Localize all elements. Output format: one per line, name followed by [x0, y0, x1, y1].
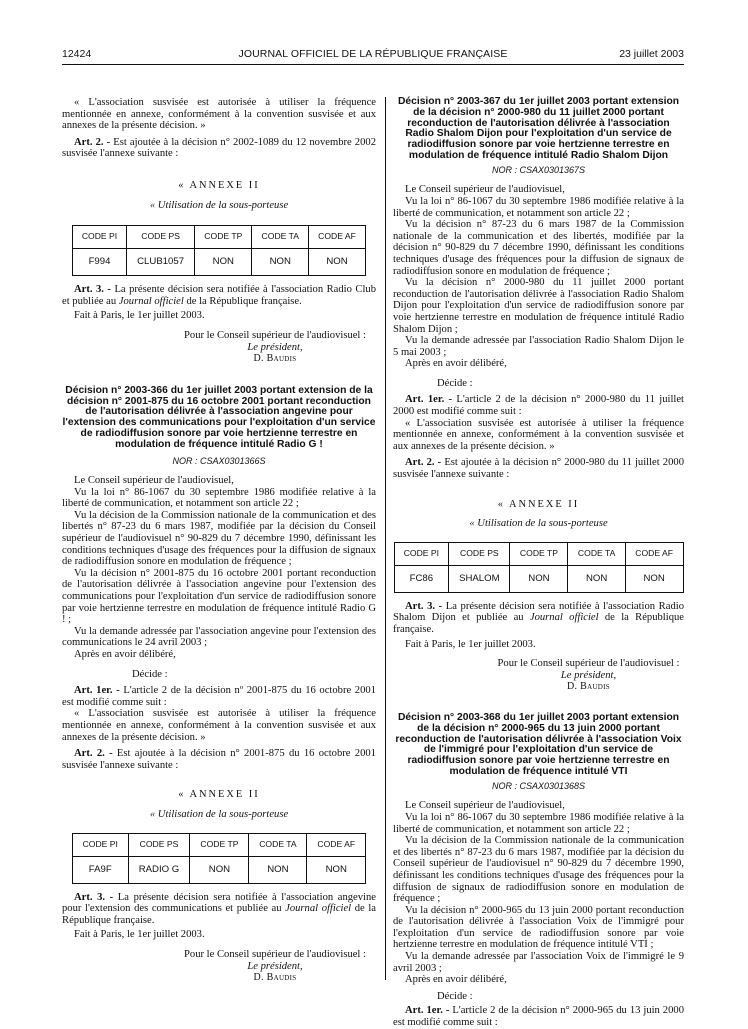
signature-role: Le président,: [247, 341, 303, 353]
right-column: [393, 97, 684, 1029]
table-header: CODE PS: [127, 226, 195, 249]
paragraph: Vu la loi n° 86-1067 du 30 septembre 1986 modifiée relative à la liberté de communication, et notamment son article 22 ;: [393, 811, 684, 835]
paragraph: Après en avoir délibéré,: [405, 974, 507, 986]
table-cell: NON: [252, 249, 309, 276]
table-header: CODE TP: [510, 542, 568, 565]
table-cell: FC86: [394, 565, 449, 592]
paragraph: Après en avoir délibéré,: [74, 649, 176, 660]
paragraph: « L'association susvisée est autorisée à utiliser la fréquence mentionnée en annexe, conformément à la convention susvisée et aux annexes de la présente décision. »: [62, 97, 376, 132]
signature-name: D. Baudis: [567, 681, 610, 693]
table-cell: NON: [309, 249, 366, 276]
paragraph: Le Conseil supérieur de l'audiovisuel,: [405, 800, 565, 812]
table-header: CODE TP: [195, 226, 252, 249]
paragraph: Vu la décision n° 2000-965 du 13 juin 2000 portant reconduction de l'autorisation délivrée à l'association Voix de l'immigré pour l'exploitation d'un service de radiodiffusion sonore par voie hertzienne terrestre en modulation de fréquence intitulé VTI ;: [393, 904, 684, 951]
annexe-title: « ANNEXE II: [497, 498, 580, 510]
paragraph: Vu la demande adressée par l'association angevine pour l'extension des communications le 24 avril 2003 ;: [62, 625, 376, 649]
article-3: Art. 3. - La présente décision sera notifiée à l'association Radio Shalom Dijon et publiée au Journal officiel de la République française.: [393, 600, 684, 635]
article-3: Art. 3. - La présente décision sera notifiée à l'association angevine pour l'extension des communications et publiée au Journal officiel de la République française.: [62, 891, 376, 926]
article-1: Art. 1er. - L'article 2 de la décision n° 2000-980 du 11 juillet 2000 est modifié comme suit :: [393, 394, 684, 418]
table-cell: F994: [73, 249, 127, 276]
page-header: [62, 48, 684, 64]
paragraph: Vu la décision n° 87-23 du 6 mars 1987 de la Commission nationale de la communication et des libertés, modifiée par la décision n° 90-829 du 7 décembre 1990, définissant les conditions techniques d'usage des fréquences pour la diffusion de signaux de radiodiffusion sonore en modulation de fréquence ;: [393, 219, 684, 277]
page-number: 12424: [62, 48, 92, 60]
signature-pour: Pour le Conseil supérieur de l'audiovisuel :: [184, 329, 366, 341]
table-header: CODE PI: [394, 542, 449, 565]
decide-label: Décide :: [132, 668, 168, 680]
article-2: Art. 2. - Est ajoutée à la décision n° 2002-1089 du 12 novembre 2002 susvisée l'annexe suivante :: [62, 136, 376, 160]
decision-title: Décision n° 2003-366 du 1er juillet 2003 portant extension de la décision n° 2001-875 du 16 octobre 2001 portant reconduction de l'autorisation délivrée à l'association angevine pour l'extension des communications pour l'exploitation d'un service de radiodiffusion sonore par voie hertzienne terrestre en modulation de fréquence intitulé Radio G !: [62, 384, 376, 450]
fait-a-paris: Fait à Paris, le 1er juillet 2003.: [74, 929, 205, 941]
paragraph: Vu la demande adressée par l'association Radio Shalom Dijon le 5 mai 2003 ;: [393, 335, 684, 358]
annexe-usage: « Utilisation de la sous-porteuse: [469, 518, 608, 530]
signature-role: Le président,: [560, 669, 617, 681]
table-cell: SHALOM: [449, 565, 510, 592]
table-header: CODE AF: [625, 542, 683, 565]
table-cell: CLUB1057: [127, 249, 195, 276]
fait-a-paris: Fait à Paris, le 1er juillet 2003.: [74, 310, 205, 322]
signature-role: Le président,: [247, 960, 303, 972]
table-cell: FA9F: [73, 856, 129, 883]
paragraph: Le Conseil supérieur de l'audiovisuel,: [405, 184, 565, 196]
fait-a-paris: Fait à Paris, le 1er juillet 2003.: [405, 638, 536, 650]
signature-pour: Pour le Conseil supérieur de l'audiovisuel :: [184, 948, 366, 960]
signature-name: D. Baudis: [253, 972, 297, 984]
paragraph: Vu la décision n° 2000-980 du 11 juillet 2000 portant reconduction de l'autorisation délivrée à l'association Radio Shalom Dijon pour l'exploitation d'un service de radiodiffusion sonore par voie hertzienne terrestre en modulation de fréquence intitulé Radio Shalom Dijon ;: [393, 277, 684, 335]
table-header: CODE PS: [449, 542, 510, 565]
nor-reference: NOR : CSAX0301368S: [491, 780, 586, 791]
decide-label: Décide :: [437, 377, 473, 389]
annexe-usage: « Utilisation de la sous-porteuse: [149, 199, 289, 211]
table-cell: NON: [307, 856, 366, 883]
paragraph: Le Conseil supérieur de l'audiovisuel,: [74, 475, 234, 487]
decide-label: Décide :: [437, 990, 473, 1002]
table-cell: NON: [510, 565, 568, 592]
issue-date: 23 juillet 2003: [619, 48, 684, 60]
paragraph: Après en avoir délibéré,: [405, 358, 507, 370]
decision-title: Décision n° 2003-367 du 1er juillet 2003 portant extension de la décision n° 2000-980 du 11 juillet 2000 portant reconduction de l'autorisation délivrée à l'association Radio Shalom Dijon pour l'exploitation d'un service de radiodiffusion sonore par voie hertzienne terrestre en modulation de fréquence intitulé Radio Shalom Dijon: [397, 96, 680, 161]
nor-reference: NOR : CSAX0301366S: [172, 455, 266, 466]
annexe-title: « ANNEXE II: [178, 179, 260, 191]
signature-pour: Pour le Conseil supérieur de l'audiovisuel :: [497, 658, 680, 670]
nor-reference: NOR : CSAX0301367S: [491, 164, 586, 175]
table-header: CODE AF: [309, 226, 366, 249]
signature-name: D. Baudis: [253, 353, 297, 365]
table-header: CODE TA: [568, 542, 625, 565]
table-header: CODE PI: [73, 226, 127, 249]
annexe-title: « ANNEXE II: [178, 789, 260, 801]
paragraph: Vu la décision de la Commission nationale de la communication et des libertés n° 87-23 du 6 mars 1987, modifiée par la décision du Conseil supérieur de l'audiovisuel n° 90-829 du 7 décembre 1990, définissant les conditions techniques d'usage des fréquences pour la diffusion de signaux de radiodiffusion sonore en modulation de fréquence ;: [393, 835, 684, 905]
annexe-table: [394, 542, 684, 593]
table-cell: NON: [568, 565, 625, 592]
journal-title: JOURNAL OFFICIEL DE LA RÉPUBLIQUE FRANÇAISE: [238, 48, 508, 60]
article-2: Art. 2. - Est ajoutée à la décision n° 2001-875 du 16 octobre 2001 susvisée l'annexe suivante :: [62, 748, 376, 771]
left-column: [62, 97, 376, 984]
header-rule: [62, 64, 684, 65]
paragraph: Vu la décision de la Commission nationale de la communication et des libertés n° 87-23 du 6 mars 1987, modifiée par la décision du Conseil supérieur de l'audiovisuel n° 90-829 du 7 décembre 1990, définissant les conditions techniques d'usage des fréquences pour la diffusion de signaux de radiodiffusion sonore en modulation de fréquence ;: [62, 509, 376, 568]
paragraph: « L'association susvisée est autorisée à utiliser la fréquence mentionnée en annexe, conformément à la convention susvisée et aux annexes de la présente décision. »: [393, 417, 684, 452]
table-header: CODE TP: [190, 833, 249, 856]
paragraph: Vu la décision n° 2001-875 du 16 octobre 2001 portant reconduction de l'autorisation délivrée à l'association angevine pour l'extension des communications pour l'exploitation d'un service de radiodiffusion sonore par voie hertzienne terrestre en modulation de fréquence intitulé Radio G ! ;: [62, 567, 376, 626]
table-cell: RADIO G: [128, 856, 190, 883]
annexe-table: [72, 833, 366, 884]
paragraph: Vu la loi n° 86-1067 du 30 septembre 1986 modifiée relative à la liberté de communication, et notamment son article 22 ;: [393, 195, 684, 219]
table-cell: NON: [190, 856, 249, 883]
table-header: CODE PS: [128, 833, 190, 856]
table-cell: NON: [625, 565, 683, 592]
table-header: CODE AF: [307, 833, 366, 856]
article-2: Art. 2. - Est ajoutée à la décision n° 2000-980 du 11 juillet 2000 susvisée l'annexe suivante :: [393, 457, 684, 481]
table-header: CODE TA: [249, 833, 307, 856]
table-header: CODE PI: [73, 833, 129, 856]
paragraph: Vu la loi n° 86-1067 du 30 septembre 1986 modifiée relative à la liberté de communication, et notamment son article 22 ;: [62, 486, 376, 510]
article-1: Art. 1er. - L'article 2 de la décision n° 2000-965 du 13 juin 2000 est modifié comme suit :: [393, 1005, 684, 1029]
column-divider: [385, 97, 386, 980]
table-header: CODE TA: [252, 226, 309, 249]
table-cell: NON: [195, 249, 252, 276]
article-1: Art. 1er. - L'article 2 de la décision nº 2001-875 du 16 octobre 2001 est modifié comme suit :: [62, 685, 376, 708]
decision-title: Décision n° 2003-368 du 1er juillet 2003 portant extension de la décision n° 2000-965 du 13 juin 2000 portant reconduction de l'autorisation délivrée à l'association Voix de l'immigré pour l'exploitation d'un service de radiodiffusion sonore par voie hertzienne terrestre en modulation de fréquence intitulé VTI: [395, 711, 682, 777]
article-3: Art. 3. - La présente décision sera notifiée à l'association Radio Club et publiée au Journal officiel de la République française.: [62, 284, 376, 307]
table-cell: NON: [249, 856, 307, 883]
annexe-usage: « Utilisation de la sous-porteuse: [149, 808, 289, 820]
paragraph: « L'association susvisée est autorisée à utiliser la fréquence mentionnée en annexe, conformément à la convention susvisée et aux annexes de la présente décision. »: [62, 708, 376, 743]
paragraph: Vu la demande adressée par l'association Voix de l'immigré le 9 avril 2003 ;: [393, 951, 684, 974]
annexe-table: [72, 225, 366, 276]
